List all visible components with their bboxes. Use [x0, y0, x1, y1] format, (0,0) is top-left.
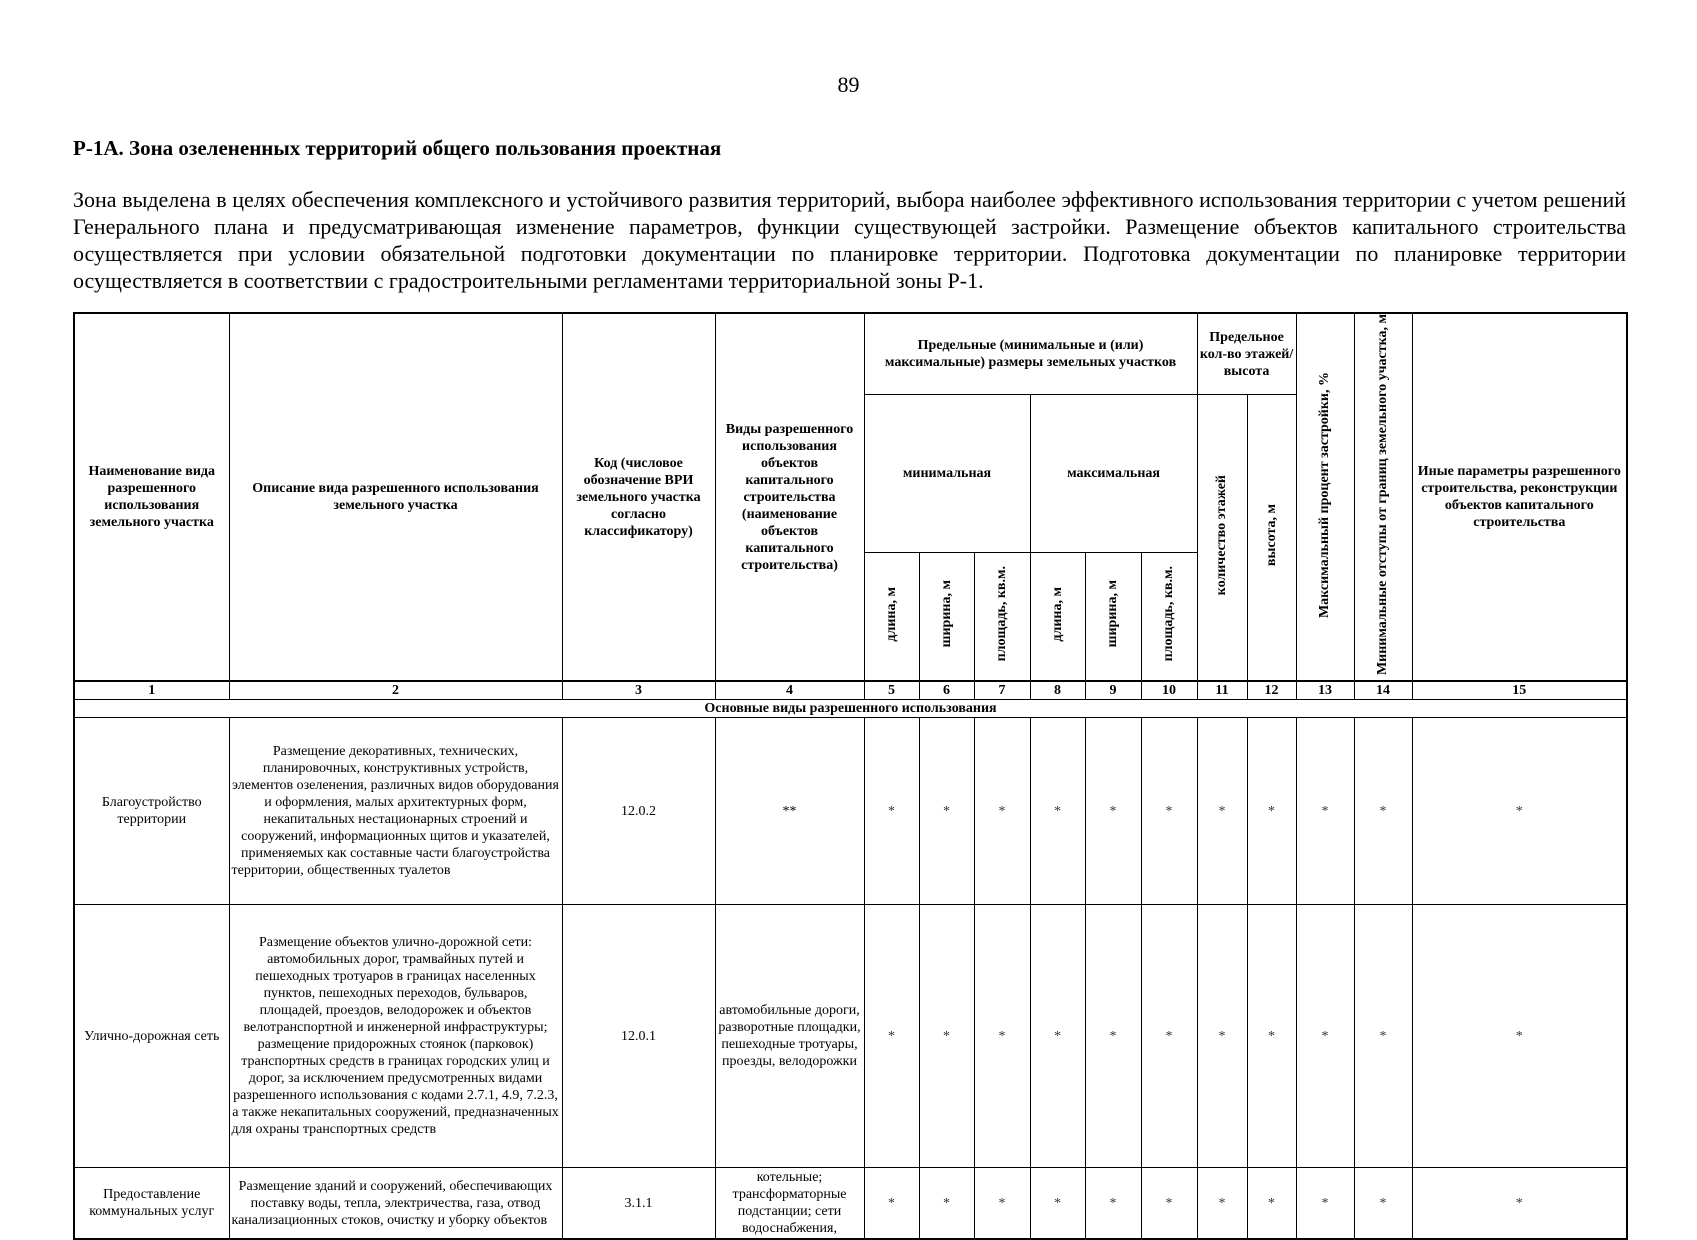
row-param: * [1085, 718, 1141, 905]
header-maximum: максимальная [1030, 395, 1197, 553]
header-other-params: Иные параметры разрешенного строительства, реконструкции объектов капитального строительства [1412, 313, 1627, 681]
row-param: * [1354, 1168, 1412, 1240]
row-description: Размещение объектов улично-дорожной сети: автомобильных дорог, трамвайных путей и пешеходных тротуаров в границах населенных пунктов, пешеходных переходов, бульваров, площадей, проездов, велодорожек и объектов велотранспортной и инженерной инфраструктуры; размещение придорожных стоянок (парковок) транспортных средств в границах городских улиц и дорог, за исключением предусмотренных видами разрешенного использования с кодами 2.7.1, 4.9, 7.2.3, а также некапитальных сооружений, предназначенных для охраны транспортных средств [229, 905, 562, 1168]
row-vri-name: Предоставление коммунальных услуг [74, 1168, 229, 1240]
header-max-percent: Максимальный процент застройки, % [1296, 313, 1354, 681]
row-param: * [1412, 1168, 1627, 1240]
column-number: 8 [1030, 681, 1085, 700]
row-code: 3.1.1 [562, 1168, 715, 1240]
row-param: * [1141, 1168, 1197, 1240]
column-number: 4 [715, 681, 864, 700]
regulations-table [73, 312, 1628, 1240]
row-param: * [919, 1168, 974, 1240]
row-objects: ** [715, 718, 864, 905]
row-param: * [1141, 718, 1197, 905]
row-code: 12.0.2 [562, 718, 715, 905]
row-param: * [919, 905, 974, 1168]
row-param: * [1247, 1168, 1296, 1240]
row-param: * [1030, 718, 1085, 905]
header-oks-types: Виды разрешенного использования объектов капитального строительства (наименование объектов капитального строительства) [715, 313, 864, 681]
intro-paragraph: Зона выделена в целях обеспечения комплексного и устойчивого развития территорий, выбора наиболее эффективного использования территории с учетом решений Генерального плана и предусматривающая изменение параметров, функции существующей застройки. Размещение объектов капитального строительства осуществляется при условии обязательной подготовки документации по планировке территории. Подготовка документации по планировке территории осуществляется в соответствии с градостроительными регламентами территориальной зоны Р-1. [73, 187, 1626, 293]
column-number: 10 [1141, 681, 1197, 700]
row-param: * [1197, 718, 1247, 905]
row-param: * [864, 905, 919, 1168]
header-floors: количество этажей [1197, 395, 1247, 682]
header-description: Описание вида разрешенного использования земельного участка [229, 313, 562, 681]
header-max-length: длина, м [1030, 553, 1085, 682]
row-param: * [974, 718, 1030, 905]
column-number: 5 [864, 681, 919, 700]
column-number: 9 [1085, 681, 1141, 700]
row-param: * [1197, 1168, 1247, 1240]
row-param: * [919, 718, 974, 905]
column-number: 15 [1412, 681, 1627, 700]
row-description: Размещение зданий и сооружений, обеспечивающих поставку воды, тепла, электричества, газа, отвод канализационных стоков, очистку и уборку объектов [229, 1168, 562, 1240]
row-param: * [1412, 905, 1627, 1168]
header-floors-height: Предельное кол-во этажей/ высота [1197, 313, 1296, 395]
row-objects: котельные; трансформаторные подстанции; сети водоснабжения, [715, 1168, 864, 1240]
table-row [74, 1168, 1627, 1240]
row-param: * [1085, 1168, 1141, 1240]
row-description: Размещение декоративных, технических, планировочных, конструктивных устройств, элементов озеленения, различных видов оборудования и оформления, малых архитектурных форм, некапитальных нестационарных строений и сооружений, информационных щитов и указателей, применяемых как составные части благоустройства территории, общественных туалетов [229, 718, 562, 905]
row-param: * [1247, 718, 1296, 905]
column-number: 12 [1247, 681, 1296, 700]
row-vri-name: Улично-дорожная сеть [74, 905, 229, 1168]
row-vri-name: Благоустройство территории [74, 718, 229, 905]
row-param: * [1197, 905, 1247, 1168]
header-minimum: минимальная [864, 395, 1030, 553]
header-size-limits: Предельные (минимальные и (или) максимальные) размеры земельных участков [864, 313, 1197, 395]
column-numbers-row [74, 681, 1627, 700]
row-code: 12.0.1 [562, 905, 715, 1168]
row-param: * [1354, 718, 1412, 905]
row-param: * [1354, 905, 1412, 1168]
row-param: * [1141, 905, 1197, 1168]
column-number: 6 [919, 681, 974, 700]
table-row [74, 718, 1627, 905]
row-objects: автомобильные дороги, разворотные площадки, пешеходные тротуары, проезды, велодорожки [715, 905, 864, 1168]
column-number: 1 [74, 681, 229, 700]
row-param: * [1296, 905, 1354, 1168]
page-number: 89 [837, 72, 860, 97]
header-vri-name: Наименование вида разрешенного использования земельного участка [74, 313, 229, 681]
column-number: 3 [562, 681, 715, 700]
row-param: * [1030, 1168, 1085, 1240]
column-number: 13 [1296, 681, 1354, 700]
row-param: * [1296, 718, 1354, 905]
row-param: * [1412, 718, 1627, 905]
header-height: высота, м [1247, 395, 1296, 682]
row-param: * [864, 1168, 919, 1240]
row-param: * [864, 718, 919, 905]
row-param: * [1247, 905, 1296, 1168]
section-title: Основные виды разрешенного использования [74, 700, 1627, 718]
section-row [74, 700, 1627, 718]
column-number: 7 [974, 681, 1030, 700]
section-heading: Р-1А. Зона озелененных территорий общего пользования проектная [73, 136, 722, 160]
column-number: 14 [1354, 681, 1412, 700]
row-param: * [1296, 1168, 1354, 1240]
column-number: 2 [229, 681, 562, 700]
row-param: * [1030, 905, 1085, 1168]
header-code: Код (числовое обозначение ВРИ земельного участка согласно классификатору) [562, 313, 715, 681]
header-min-setback: Минимальные отступы от границ земельного участка, м [1354, 313, 1412, 681]
header-max-width: ширина, м [1085, 553, 1141, 682]
header-min-area: площадь, кв.м. [974, 553, 1030, 682]
row-param: * [974, 905, 1030, 1168]
column-number: 11 [1197, 681, 1247, 700]
header-min-length: длина, м [864, 553, 919, 682]
row-param: * [974, 1168, 1030, 1240]
header-min-width: ширина, м [919, 553, 974, 682]
header-max-area: площадь, кв.м. [1141, 553, 1197, 682]
table-row [74, 905, 1627, 1168]
row-param: * [1085, 905, 1141, 1168]
